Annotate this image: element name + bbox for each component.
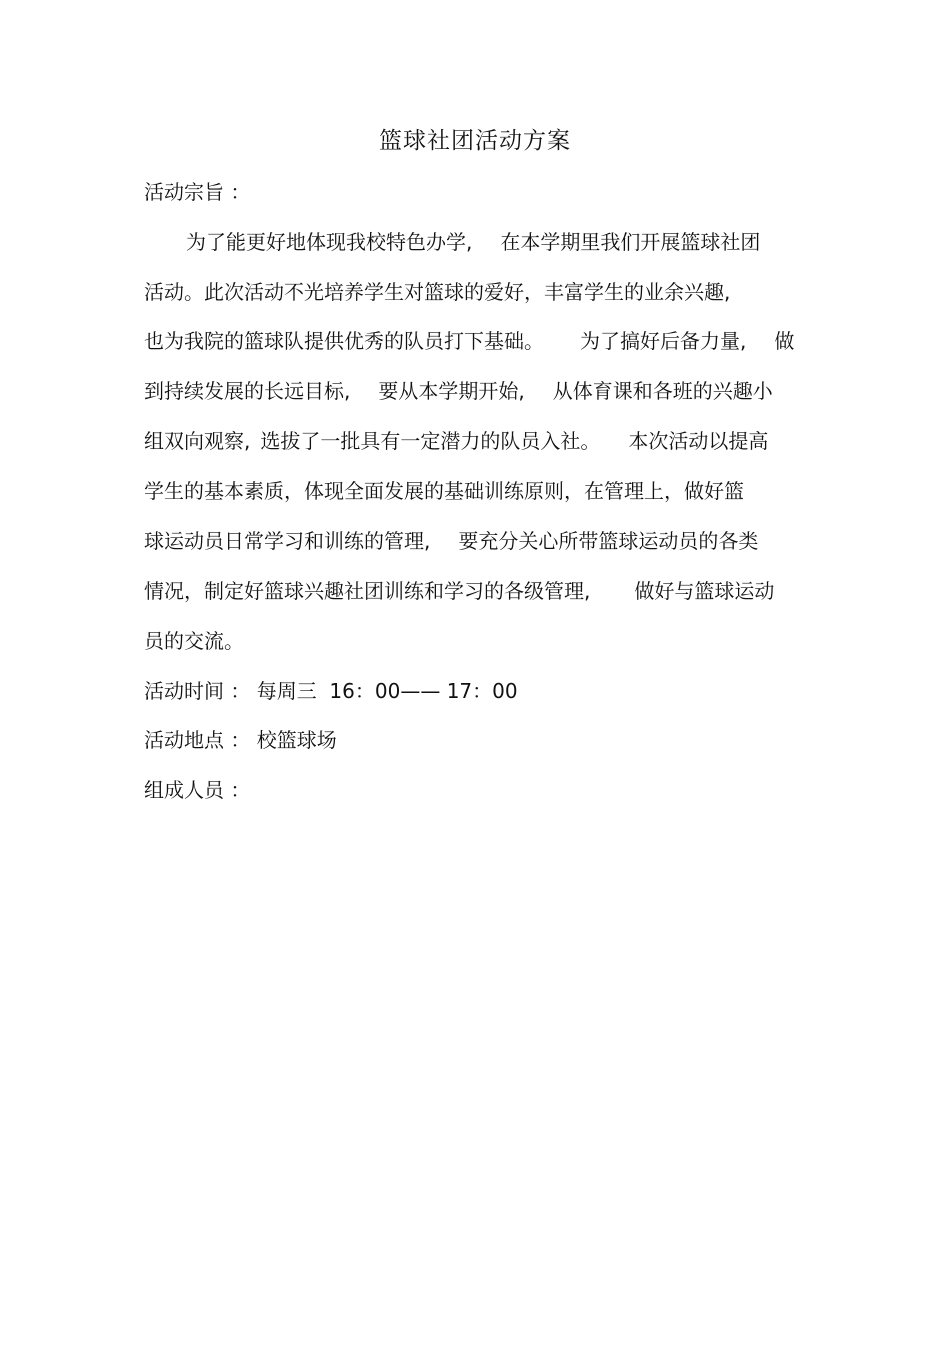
paragraph-line xyxy=(144,526,758,556)
text-segment: 学生的基本素质，体现全面发展的基础训练原则，在管理上，做好篮 xyxy=(144,479,744,503)
text-segment: 为了搞好后备力量, xyxy=(580,329,747,353)
purpose-heading: 活动宗旨 ： xyxy=(144,180,251,204)
paragraph-line xyxy=(144,626,244,656)
activity-location-row xyxy=(144,725,337,755)
activity-time-label: 活动时间 ： xyxy=(144,679,251,703)
activity-location-label: 活动地点 ： xyxy=(144,728,251,752)
paragraph-line xyxy=(144,426,768,456)
text-segment: 本次活动以提高 xyxy=(628,429,769,453)
paragraph-line xyxy=(186,227,760,257)
text-segment: 要充分关心所带篮球运动员的各类 xyxy=(458,529,759,553)
text-segment: 为了能更好地体现我校特色办学, xyxy=(186,230,473,254)
text-segment: 做 xyxy=(774,329,795,353)
text-segment: 选拔了一批具有一定潜力的队员入社。 xyxy=(260,429,601,453)
text-segment: 情况，制定好篮球兴趣社团训练和学习的各级管理, xyxy=(144,579,591,603)
text-segment: 做好与篮球运动 xyxy=(634,579,775,603)
activity-location-value: 校篮球场 xyxy=(256,728,337,752)
paragraph-line xyxy=(144,476,744,506)
text-segment: 要从本学期开始, xyxy=(378,379,525,403)
text-segment: 从体育课和各班的兴趣小 xyxy=(552,379,773,403)
text-segment: 也为我院的篮球队提供优秀的队员打下基础。 xyxy=(144,329,544,353)
paragraph-line xyxy=(144,277,730,307)
members-heading: 组成人员 ： xyxy=(144,778,251,802)
text-segment: 在本学期里我们开展篮球社团 xyxy=(500,230,761,254)
paragraph-line xyxy=(144,326,794,356)
text-segment: 组双向观察, xyxy=(144,429,251,453)
paragraph-line xyxy=(144,376,773,406)
text-segment: 员的交流。 xyxy=(144,629,244,653)
text-segment: 到持续发展的长远目标, xyxy=(144,379,351,403)
text-segment: 活动。此次活动不光培养学生对篮球的爱好，丰富学生的业余兴趣, xyxy=(144,280,731,304)
activity-time-row xyxy=(144,676,518,706)
paragraph-line xyxy=(144,576,774,606)
document-title: 篮球社团活动方案 xyxy=(379,128,571,154)
activity-time-value: 每周三 16：00—— 17：00 xyxy=(256,679,518,703)
text-segment: 球运动员日常学习和训练的管理, xyxy=(144,529,431,553)
